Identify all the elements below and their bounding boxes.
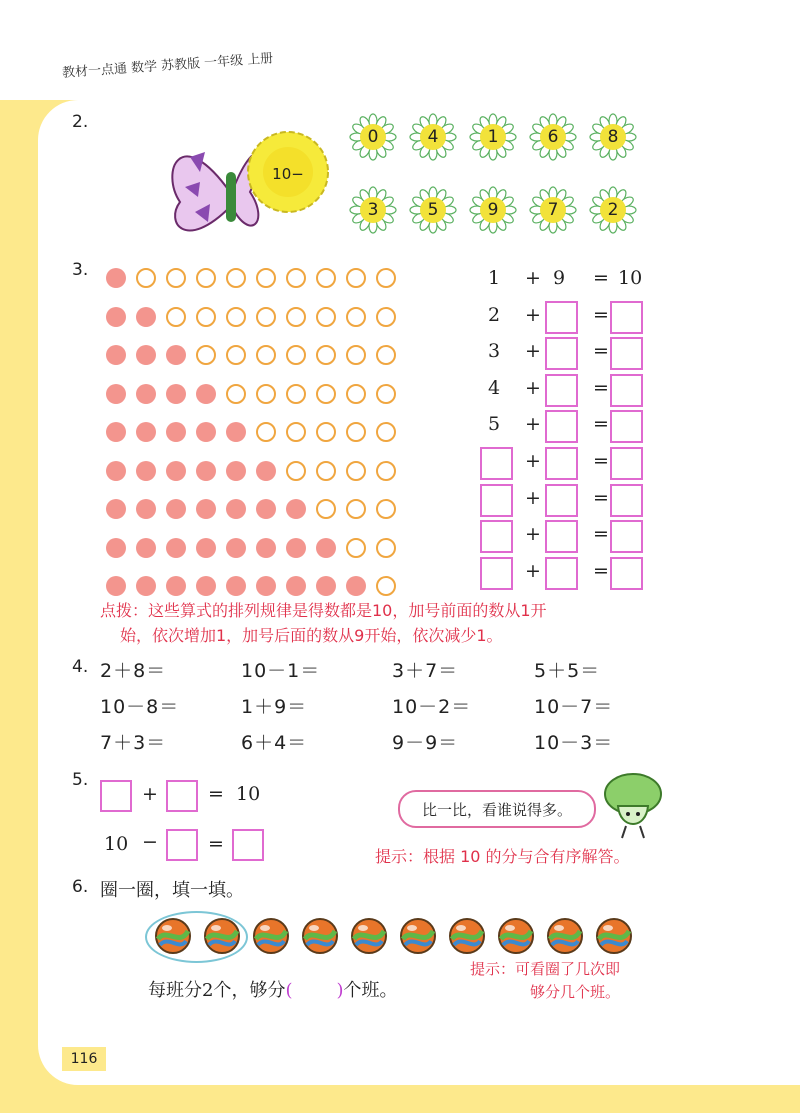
equals-sign: = [593, 303, 609, 326]
calculation: 10－7＝ [534, 696, 614, 718]
sentence-before: 每班分2个，够分 [148, 980, 286, 1001]
plus-sign: + [525, 303, 541, 326]
flower-number [348, 112, 398, 162]
empty-dot [376, 307, 396, 327]
empty-dot [256, 384, 276, 404]
filled-dot [166, 461, 186, 481]
equals-sign: = [208, 783, 224, 805]
flower-label: 0 [367, 127, 379, 147]
equals-sign: = [593, 559, 609, 582]
empty-dot [166, 307, 186, 327]
flower-number [588, 112, 638, 162]
plus-sign: + [525, 413, 541, 436]
empty-dot [226, 307, 246, 327]
tip-line-1: 点拨：这些算式的排列规律是得数都是10，加号前面的数从1开 [100, 601, 547, 620]
equals-sign: = [593, 523, 609, 546]
filled-dot [226, 499, 246, 519]
marble-icon [154, 917, 192, 955]
filled-dot [256, 538, 276, 558]
flower-number [528, 112, 578, 162]
equals-sign: = [208, 833, 224, 855]
filled-dot [106, 461, 126, 481]
calculation: 10－2＝ [392, 696, 472, 718]
equation-number: 4 [488, 376, 501, 399]
empty-dot [286, 345, 306, 365]
answer-box[interactable] [610, 520, 643, 553]
empty-dot [256, 422, 276, 442]
empty-dot [226, 384, 246, 404]
hint-line-1: 提示：可看圈了几次即 [470, 960, 621, 978]
answer-box[interactable] [545, 410, 578, 443]
plus-sign: + [525, 340, 541, 363]
sentence-after: 个班。 [343, 980, 398, 1001]
empty-dot [376, 499, 396, 519]
marble-icon [595, 917, 633, 955]
answer-box[interactable] [545, 447, 578, 480]
question-number: 3. [72, 260, 89, 280]
answer-box[interactable] [480, 484, 513, 517]
marble-icon [203, 917, 241, 955]
filled-dot [106, 422, 126, 442]
plus-sign: + [525, 267, 541, 289]
answer-box[interactable] [610, 337, 643, 370]
empty-dot [376, 538, 396, 558]
equals-sign: = [593, 413, 609, 436]
hint-line-2: 够分几个班。 [530, 983, 621, 1001]
filled-dot [196, 499, 216, 519]
empty-dot [316, 499, 336, 519]
calculation: 10－3＝ [534, 732, 614, 754]
filled-dot [136, 384, 156, 404]
equals-sign: = [593, 340, 609, 363]
calculation: 10－8＝ [100, 696, 180, 718]
filled-dot [166, 422, 186, 442]
filled-dot [166, 576, 186, 596]
empty-dot [346, 345, 366, 365]
filled-dot [106, 538, 126, 558]
marble-icon [546, 917, 584, 955]
marble-icon [301, 917, 339, 955]
empty-dot [346, 461, 366, 481]
minus-sign: − [142, 831, 158, 853]
filled-dot [136, 422, 156, 442]
filled-dot [136, 576, 156, 596]
flower-number [408, 185, 458, 235]
minuend-value: 10 [104, 833, 129, 855]
equals-sign: = [593, 486, 609, 509]
flower-label: 5 [427, 200, 439, 220]
marble-icon [399, 917, 437, 955]
filled-dot [196, 538, 216, 558]
answer-box[interactable] [610, 557, 643, 590]
page-number: 116 [62, 1047, 106, 1071]
filled-dot [286, 499, 306, 519]
plus-sign: + [525, 450, 541, 472]
empty-dot [196, 345, 216, 365]
empty-dot [256, 268, 276, 288]
filled-dot [166, 538, 186, 558]
equals-sign: = [593, 267, 609, 289]
empty-dot [316, 345, 336, 365]
calculation: 1＋9＝ [241, 696, 308, 718]
empty-dot [376, 461, 396, 481]
empty-dot [286, 384, 306, 404]
filled-dot [256, 499, 276, 519]
header-band [0, 0, 800, 100]
filled-dot [136, 499, 156, 519]
plus-sign: + [525, 376, 541, 399]
calculation: 6＋4＝ [241, 732, 308, 754]
answer-box[interactable] [610, 374, 643, 407]
filled-dot [106, 307, 126, 327]
question-number: 6. [72, 877, 89, 897]
filled-dot [196, 384, 216, 404]
flower-label: 4 [427, 127, 439, 147]
calculation: 10－1＝ [241, 660, 321, 682]
answer-box[interactable] [100, 780, 132, 812]
flower-label: 2 [607, 200, 619, 220]
equation-number: 5 [488, 413, 501, 436]
flower-number [528, 185, 578, 235]
answer-box[interactable] [610, 301, 643, 334]
empty-dot [226, 268, 246, 288]
equation-number: 10 [618, 267, 643, 289]
question-number: 4. [72, 657, 89, 677]
filled-dot [256, 461, 276, 481]
flower-label: 9 [487, 200, 499, 220]
calculation: 9－9＝ [392, 732, 459, 754]
calculation: 7＋3＝ [100, 732, 167, 754]
fill-sentence [148, 976, 398, 1002]
cabbage-character-icon [600, 770, 666, 840]
answer-box[interactable] [166, 829, 198, 861]
plus-sign: + [525, 523, 541, 546]
calculation: 3＋7＝ [392, 660, 459, 682]
question-number: 2. [72, 112, 89, 132]
empty-dot [376, 345, 396, 365]
filled-dot [256, 576, 276, 596]
plus-sign: + [142, 783, 158, 805]
marble-icon [252, 917, 290, 955]
answer-box[interactable] [545, 520, 578, 553]
empty-dot [286, 307, 306, 327]
empty-dot [346, 422, 366, 442]
question-title: 圈一圈，填一填。 [100, 880, 244, 901]
equals-sign: = [593, 450, 609, 472]
filled-dot [286, 538, 306, 558]
butterfly-sun-illustration [160, 112, 340, 247]
empty-dot [346, 384, 366, 404]
filled-dot [106, 576, 126, 596]
plus-sign: + [525, 486, 541, 509]
flower-label: 7 [547, 200, 559, 220]
answer-box[interactable] [480, 520, 513, 553]
filled-dot [196, 422, 216, 442]
sun-label: 10− [272, 165, 304, 183]
answer-box[interactable] [610, 410, 643, 443]
hint-text: 提示：根据 10 的分与合有序解答。 [375, 847, 630, 866]
filled-dot [196, 461, 216, 481]
filled-dot [166, 345, 186, 365]
marble-icon [497, 917, 535, 955]
filled-dot [346, 576, 366, 596]
filled-dot [166, 499, 186, 519]
empty-dot [196, 268, 216, 288]
flower-number [468, 112, 518, 162]
empty-dot [286, 422, 306, 442]
answer-box[interactable] [610, 447, 643, 480]
flower-number [408, 112, 458, 162]
calculation: 2＋8＝ [100, 660, 167, 682]
equation-number: 9 [553, 267, 566, 289]
answer-box[interactable] [610, 484, 643, 517]
filled-dot [106, 499, 126, 519]
equation-number: 2 [488, 303, 501, 326]
filled-dot [106, 384, 126, 404]
empty-dot [226, 345, 246, 365]
sum-value: 10 [236, 783, 261, 805]
empty-dot [166, 268, 186, 288]
answer-box[interactable] [232, 829, 264, 861]
empty-dot [286, 268, 306, 288]
speech-bubble: 比一比，看谁说得多。 [398, 790, 596, 828]
answer-box[interactable] [480, 557, 513, 590]
filled-dot [136, 307, 156, 327]
filled-dot [136, 345, 156, 365]
answer-box[interactable] [545, 484, 578, 517]
filled-dot [106, 345, 126, 365]
answer-box[interactable] [545, 557, 578, 590]
paren-open: ( [285, 980, 293, 1001]
empty-dot [346, 268, 366, 288]
filled-dot [286, 576, 306, 596]
flower-label: 1 [487, 127, 499, 147]
flower-label: 8 [607, 127, 619, 147]
equation-number: 3 [488, 340, 501, 363]
flower-label: 6 [547, 127, 559, 147]
empty-dot [346, 538, 366, 558]
empty-dot [316, 307, 336, 327]
answer-box[interactable] [480, 447, 513, 480]
flower-label: 3 [367, 200, 379, 220]
answer-box[interactable] [166, 780, 198, 812]
empty-dot [316, 461, 336, 481]
plus-sign: + [525, 559, 541, 582]
paren-close: ) [336, 980, 344, 1001]
filled-dot [316, 576, 336, 596]
empty-dot [346, 307, 366, 327]
answer-box[interactable] [545, 337, 578, 370]
butterfly-icon [172, 152, 259, 230]
empty-dot [316, 384, 336, 404]
empty-dot [376, 422, 396, 442]
empty-dot [286, 461, 306, 481]
flower-number [588, 185, 638, 235]
filled-dot [226, 461, 246, 481]
empty-dot [376, 576, 396, 596]
empty-dot [196, 307, 216, 327]
empty-dot [316, 268, 336, 288]
filled-dot [316, 538, 336, 558]
empty-dot [316, 422, 336, 442]
filled-dot [106, 268, 126, 288]
marble-icon [350, 917, 388, 955]
empty-dot [376, 268, 396, 288]
marble-icon [448, 917, 486, 955]
answer-box[interactable] [545, 374, 578, 407]
flower-number [468, 185, 518, 235]
answer-box[interactable] [545, 301, 578, 334]
filled-dot [136, 538, 156, 558]
question-number: 5. [72, 770, 89, 790]
filled-dot [226, 576, 246, 596]
empty-dot [136, 268, 156, 288]
empty-dot [346, 499, 366, 519]
filled-dot [136, 461, 156, 481]
filled-dot [196, 576, 216, 596]
filled-dot [226, 538, 246, 558]
empty-dot [376, 384, 396, 404]
tip-line-2: 始，依次增加1，加号后面的数从9开始，依次减少1。 [120, 626, 503, 645]
running-header: 教材一点通 数学 苏教版 一年级 上册 [61, 51, 274, 81]
flower-number [348, 185, 398, 235]
empty-dot [256, 307, 276, 327]
filled-dot [226, 422, 246, 442]
calculation: 5＋5＝ [534, 660, 601, 682]
equation-number: 1 [488, 267, 501, 289]
filled-dot [166, 384, 186, 404]
empty-dot [256, 345, 276, 365]
equals-sign: = [593, 376, 609, 399]
